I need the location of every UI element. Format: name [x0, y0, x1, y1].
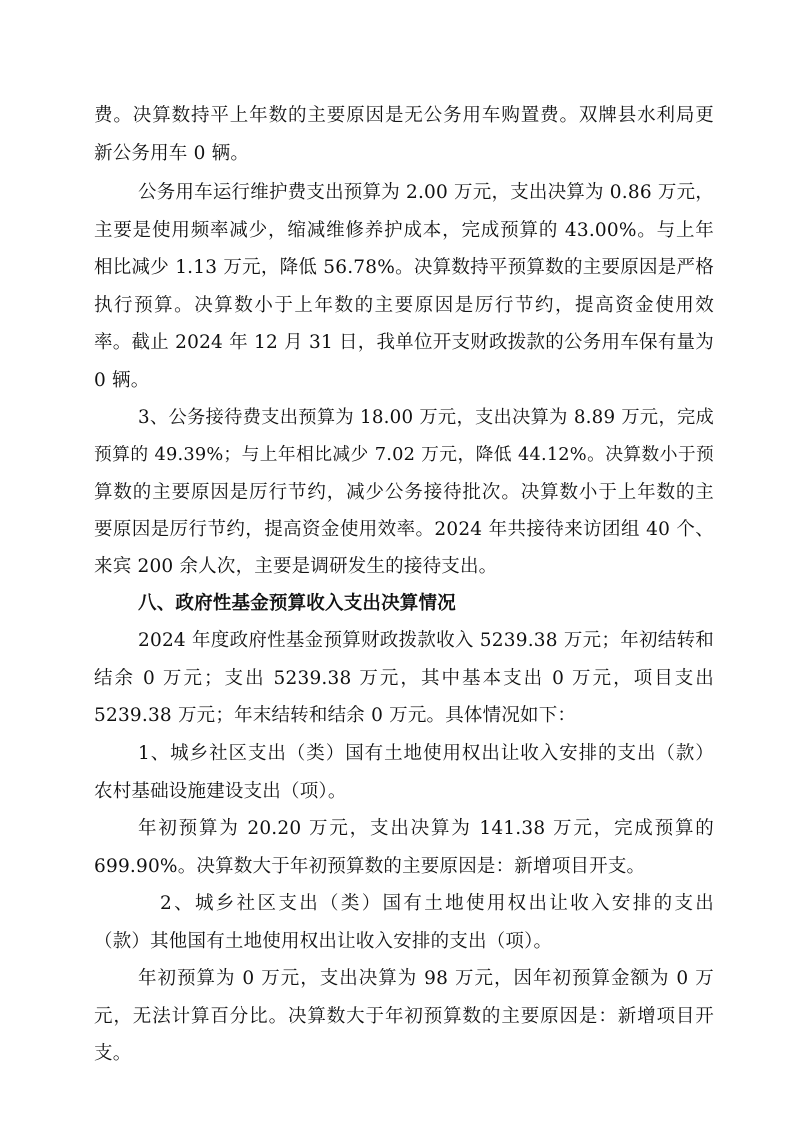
text-line: 算数的主要原因是厉行节约，减少公务接待批次。决算数小于上年数的主 [94, 482, 714, 503]
text-line: 公务用车运行维护费支出预算为 2.00 万元，支出决算为 0.86 万元， [138, 182, 714, 203]
text-line: 年初预算为 0 万元，支出决算为 98 万元，因年初预算金额为 0 万 [138, 968, 714, 989]
text-line: 农村基础设施建设支出（项）。 [94, 781, 347, 802]
text-line: 费。决算数持平上年数的主要原因是无公务用车购置费。双牌县水利局更 [94, 105, 714, 126]
text-line: 率。截止 2024 年 12 月 31 日，我单位开支财政拨款的公务用车保有量为 [94, 332, 714, 353]
text-line: 支。 [94, 1043, 132, 1064]
text-line: 相比减少 1.13 万元，降低 56.78%。决算数持平预算数的主要原因是严格 [94, 257, 714, 278]
text-line: 结余 0 万元；支出 5239.38 万元，其中基本支出 0 万元，项目支出 [94, 668, 714, 689]
text-line: 0 辆。 [94, 370, 150, 391]
text-line: 3、公务接待费支出预算为 18.00 万元，支出决算为 8.89 万元，完成 [138, 407, 714, 428]
text-line: 5239.38 万元；年末结转和结余 0 万元。具体情况如下： [94, 705, 577, 726]
text-line: 执行预算。决算数小于上年数的主要原因是厉行节约，提高资金使用效 [94, 295, 714, 316]
text-line: 主要是使用频率减少，缩减维修养护成本，完成预算的 43.00%。与上年 [94, 220, 714, 241]
text-line: 2024 年度政府性基金预算财政拨款收入 5239.38 万元；年初结转和 [138, 630, 714, 651]
text-line: 新公务用车 0 辆。 [94, 143, 250, 164]
text-line: 元，无法计算百分比。决算数大于年初预算数的主要原因是：新增项目开 [94, 1006, 714, 1027]
text-line: 要原因是厉行节约，提高资金使用效率。2024 年共接待来访团组 40 个、 [94, 519, 714, 540]
text-line: 年初预算为 20.20 万元，支出决算为 141.38 万元，完成预算的 [138, 818, 714, 839]
text-line: 预算的 49.39%；与上年相比减少 7.02 万元，降低 44.12%。决算数小于预 [94, 445, 714, 465]
text-line: 来宾 200 余人次，主要是调研发生的接待支出。 [94, 556, 498, 577]
text-line: 1、城乡社区支出（类）国有土地使用权出让收入安排的支出（款） [138, 743, 714, 764]
text-line: 2、城乡社区支出（类）国有土地使用权出让收入安排的支出 [160, 893, 714, 914]
section-heading: 八、政府性基金预算收入支出决算情况 [138, 593, 456, 614]
text-line: 699.90%。决算数大于年初预算数的主要原因是：新增项目开支。 [94, 856, 646, 877]
text-line: （款）其他国有土地使用权出让收入安排的支出（项）。 [94, 931, 553, 952]
